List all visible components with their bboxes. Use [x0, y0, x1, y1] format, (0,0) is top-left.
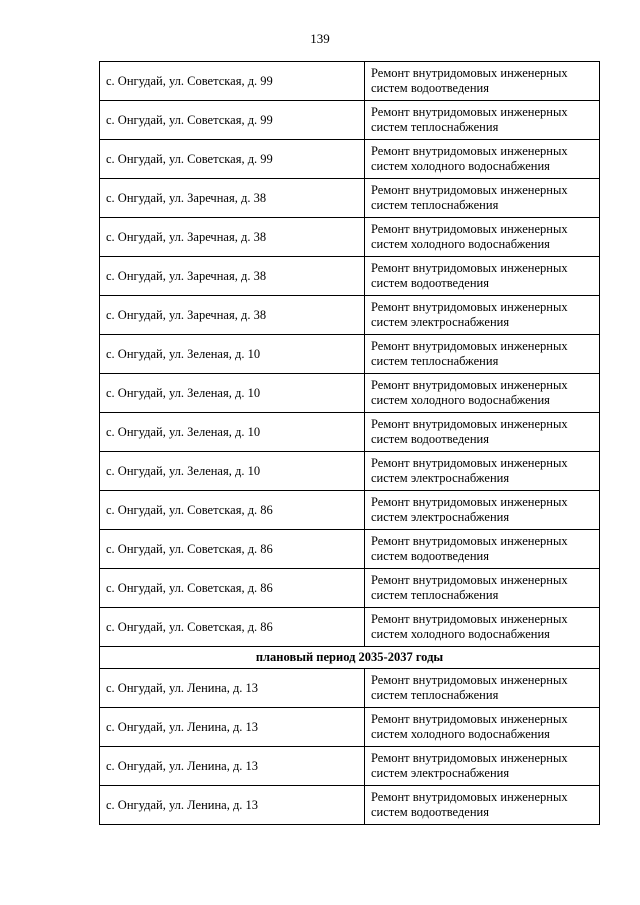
address-cell: с. Онгудай, ул. Советская, д. 86 [100, 530, 365, 569]
address-cell: с. Онгудай, ул. Заречная, д. 38 [100, 296, 365, 335]
period-heading-row [100, 647, 600, 669]
address-cell: с. Онгудай, ул. Заречная, д. 38 [100, 179, 365, 218]
address-cell: с. Онгудай, ул. Советская, д. 86 [100, 569, 365, 608]
work-type-cell: Ремонт внутридомовых инженерных систем электроснабжения [365, 452, 600, 491]
table-row [100, 374, 600, 413]
table-row [100, 62, 600, 101]
table-row [100, 452, 600, 491]
work-type-cell: Ремонт внутридомовых инженерных систем холодного водоснабжения [365, 374, 600, 413]
address-cell: с. Онгудай, ул. Заречная, д. 38 [100, 257, 365, 296]
work-type-cell: Ремонт внутридомовых инженерных систем электроснабжения [365, 491, 600, 530]
address-cell: с. Онгудай, ул. Ленина, д. 13 [100, 747, 365, 786]
work-type-cell: Ремонт внутридомовых инженерных систем водоотведения [365, 530, 600, 569]
address-cell: с. Онгудай, ул. Зеленая, д. 10 [100, 452, 365, 491]
table-row [100, 708, 600, 747]
address-cell: с. Онгудай, ул. Советская, д. 99 [100, 140, 365, 179]
address-cell: с. Онгудай, ул. Зеленая, д. 10 [100, 413, 365, 452]
work-type-cell: Ремонт внутридомовых инженерных систем водоотведения [365, 786, 600, 825]
table-row [100, 747, 600, 786]
table-row [100, 786, 600, 825]
work-type-cell: Ремонт внутридомовых инженерных систем теплоснабжения [365, 335, 600, 374]
address-cell: с. Онгудай, ул. Заречная, д. 38 [100, 218, 365, 257]
table-row [100, 101, 600, 140]
table-row [100, 257, 600, 296]
table-row [100, 335, 600, 374]
address-cell: с. Онгудай, ул. Зеленая, д. 10 [100, 374, 365, 413]
address-cell: с. Онгудай, ул. Советская, д. 99 [100, 62, 365, 101]
work-type-cell: Ремонт внутридомовых инженерных систем теплоснабжения [365, 569, 600, 608]
address-cell: с. Онгудай, ул. Зеленая, д. 10 [100, 335, 365, 374]
table-row [100, 669, 600, 708]
work-type-cell: Ремонт внутридомовых инженерных систем электроснабжения [365, 296, 600, 335]
table-row [100, 140, 600, 179]
table-row [100, 218, 600, 257]
work-type-cell: Ремонт внутридомовых инженерных систем теплоснабжения [365, 669, 600, 708]
work-type-cell: Ремонт внутридомовых инженерных систем теплоснабжения [365, 179, 600, 218]
table-row [100, 491, 600, 530]
address-cell: с. Онгудай, ул. Ленина, д. 13 [100, 669, 365, 708]
table-row [100, 608, 600, 647]
address-cell: с. Онгудай, ул. Советская, д. 99 [100, 101, 365, 140]
address-cell: с. Онгудай, ул. Ленина, д. 13 [100, 708, 365, 747]
table-body [100, 62, 600, 825]
address-cell: с. Онгудай, ул. Ленина, д. 13 [100, 786, 365, 825]
address-cell: с. Онгудай, ул. Советская, д. 86 [100, 491, 365, 530]
work-type-cell: Ремонт внутридомовых инженерных систем электроснабжения [365, 747, 600, 786]
work-type-cell: Ремонт внутридомовых инженерных систем холодного водоснабжения [365, 708, 600, 747]
work-type-cell: Ремонт внутридомовых инженерных систем водоотведения [365, 257, 600, 296]
work-type-cell: Ремонт внутридомовых инженерных систем холодного водоснабжения [365, 608, 600, 647]
repair-works-table [99, 61, 600, 825]
work-type-cell: Ремонт внутридомовых инженерных систем водоотведения [365, 62, 600, 101]
table-row [100, 569, 600, 608]
work-type-cell: Ремонт внутридомовых инженерных систем холодного водоснабжения [365, 140, 600, 179]
table-row [100, 530, 600, 569]
table-row [100, 296, 600, 335]
table-row [100, 413, 600, 452]
work-type-cell: Ремонт внутридомовых инженерных систем теплоснабжения [365, 101, 600, 140]
page-number: 139 [310, 31, 330, 46]
work-type-cell: Ремонт внутридомовых инженерных систем холодного водоснабжения [365, 218, 600, 257]
work-type-cell: Ремонт внутридомовых инженерных систем водоотведения [365, 413, 600, 452]
address-cell: с. Онгудай, ул. Советская, д. 86 [100, 608, 365, 647]
period-heading: плановый период 2035-2037 годы [100, 647, 600, 669]
table-row [100, 179, 600, 218]
